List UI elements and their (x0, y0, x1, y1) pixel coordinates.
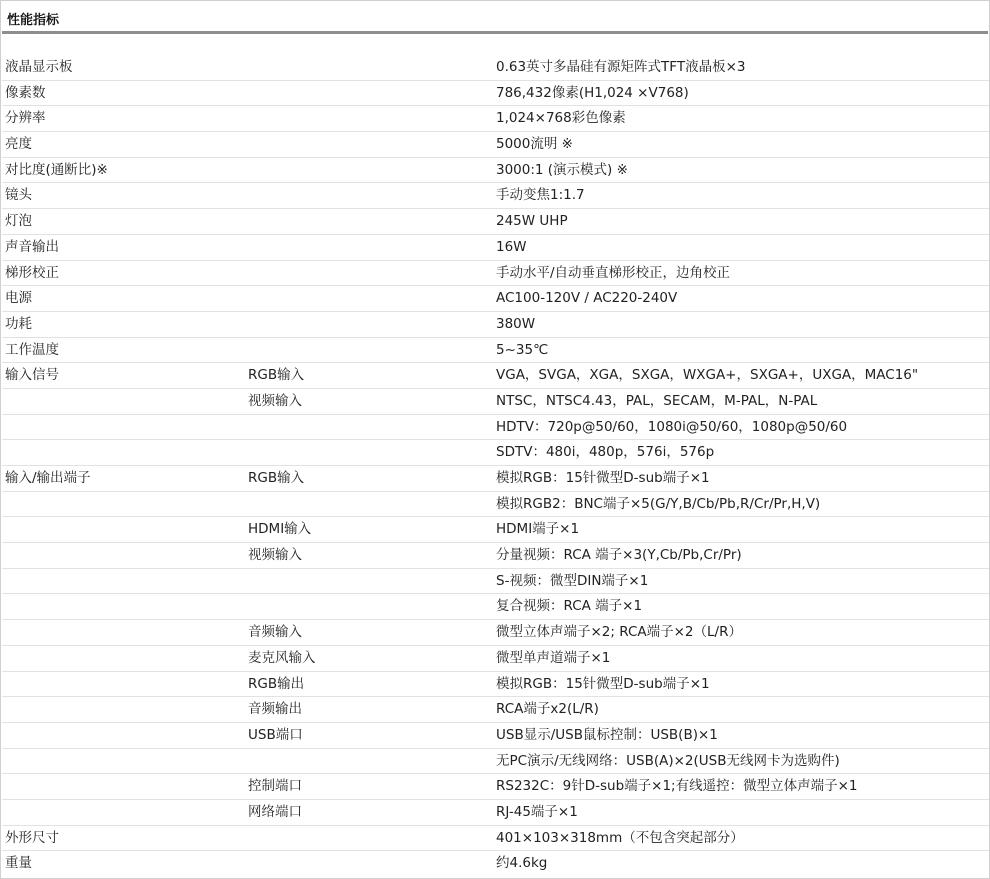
spec-sublabel: RGB输入 (248, 367, 305, 384)
spec-row (2, 646, 989, 672)
spec-row (2, 106, 989, 132)
spec-sublabel: USB端口 (248, 726, 303, 743)
spec-value: 约4.6kg (496, 855, 548, 872)
spec-label: 液晶显示板 (5, 59, 73, 75)
spec-table (2, 55, 989, 877)
spec-value: 0.63英寸多晶硅有源矩阵式TFT液晶板×3 (496, 59, 746, 75)
spec-value: 245W UHP (496, 213, 568, 230)
spec-row (2, 183, 989, 209)
spec-value: 1,024×768彩色像素 (496, 110, 626, 127)
spec-label: 像素数 (5, 84, 46, 101)
spec-row (2, 415, 989, 441)
spec-row (2, 81, 989, 107)
spec-value: 380W (496, 315, 536, 332)
spec-value: AC100-120V / AC220-240V (496, 290, 678, 307)
spec-value: 微型单声道端子×1 (496, 649, 611, 666)
spec-label: 亮度 (5, 136, 32, 153)
spec-row (2, 543, 989, 569)
section-title: 性能指标 (7, 13, 60, 28)
spec-sublabel: RGB输出 (248, 675, 305, 692)
spec-row (2, 697, 989, 723)
spec-sublabel: 控制端口 (248, 778, 302, 795)
spec-row (2, 672, 989, 698)
spec-value: 5~35℃ (496, 341, 549, 358)
spec-sublabel: 音频输出 (248, 701, 302, 718)
spec-label: 声音输出 (5, 238, 59, 255)
spec-row (2, 851, 989, 877)
spec-row (2, 158, 989, 184)
spec-row (2, 209, 989, 235)
spec-value: SDTV：480i，480p，576i，576p (496, 444, 715, 461)
spec-label: 工作温度 (5, 341, 59, 358)
spec-sublabel: 网络端口 (248, 803, 302, 820)
section-header (2, 2, 988, 34)
spec-value: RS232C：9针D-sub端子×1;有线遥控：微型立体声端子×1 (496, 778, 858, 795)
spec-value: HDMI端子×1 (496, 521, 580, 538)
spec-row (2, 235, 989, 261)
spec-row (2, 132, 989, 158)
spec-row (2, 389, 989, 415)
spec-value: 3000:1 (演示模式) ※ (496, 161, 628, 178)
spec-label: 镜头 (5, 187, 32, 204)
spec-value: 无PC演示/无线网络：USB(A)×2(USB无线网卡为选购件) (496, 752, 840, 769)
spec-label: 功耗 (5, 315, 32, 332)
spec-sublabel: 音频输入 (248, 624, 302, 641)
spec-value: 401×103×318mm（不包含突起部分） (496, 829, 744, 846)
spec-label: 分辨率 (5, 110, 46, 127)
spec-value: 模拟RGB：15针微型D-sub端子×1 (496, 675, 710, 692)
spec-row (2, 363, 989, 389)
spec-sublabel: 视频输入 (248, 392, 302, 409)
spec-row (2, 466, 989, 492)
spec-row (2, 55, 989, 81)
spec-value: 手动水平/自动垂直梯形校正，边角校正 (496, 264, 731, 281)
spec-label: 外形尺寸 (5, 829, 59, 846)
spec-value: 复合视频：RCA 端子×1 (496, 598, 643, 615)
spec-value: USB显示/USB鼠标控制：USB(B)×1 (496, 726, 718, 743)
spec-value: RJ-45端子×1 (496, 803, 578, 820)
spec-sublabel: HDMI输入 (248, 521, 312, 538)
spec-value: 微型立体声端子×2; RCA端子×2（L/R） (496, 624, 742, 641)
spec-row (2, 594, 989, 620)
spec-value: NTSC，NTSC4.43，PAL，SECAM，M-PAL，N-PAL (496, 392, 818, 409)
spec-row (2, 312, 989, 338)
spec-label: 灯泡 (5, 213, 32, 230)
spec-value: RCA端子x2(L/R) (496, 701, 599, 718)
spec-row (2, 620, 989, 646)
spec-row (2, 338, 989, 364)
spec-row (2, 774, 989, 800)
spec-value: 分量视频：RCA 端子×3(Y,Cb/Pb,Cr/Pr) (496, 547, 742, 564)
spec-sublabel: 视频输入 (248, 547, 302, 564)
spec-value: 模拟RGB：15针微型D-sub端子×1 (496, 470, 710, 486)
spec-value: 模拟RGB2：BNC端子×5(G/Y,B/Cb/Pb,R/Cr/Pr,H,V) (496, 495, 821, 512)
spec-sublabel: 麦克风输入 (248, 649, 316, 666)
spec-value: 5000流明 ※ (496, 136, 573, 153)
spec-value: S-视频：微型DIN端子×1 (496, 572, 649, 589)
spec-row (2, 261, 989, 287)
spec-row (2, 440, 989, 466)
spec-label: 电源 (5, 290, 32, 307)
spec-label: 输入/输出端子 (5, 470, 91, 486)
spec-row (2, 826, 989, 852)
spec-label: 梯形校正 (5, 264, 59, 281)
spec-label: 重量 (5, 855, 32, 872)
spec-label: 输入信号 (5, 367, 59, 384)
spec-row (2, 749, 989, 775)
spec-value: VGA，SVGA，XGA，SXGA，WXGA+，SXGA+，UXGA，MAC16" (496, 367, 919, 384)
spec-value: 16W (496, 238, 527, 255)
spec-row (2, 569, 989, 595)
spec-value: 786,432像素(H1,024 ×V768) (496, 84, 689, 101)
spec-row (2, 723, 989, 749)
spec-row (2, 492, 989, 518)
spec-value: HDTV：720p@50/60，1080i@50/60，1080p@50/60 (496, 418, 848, 435)
spec-value: 手动变焦1:1.7 (496, 187, 585, 204)
spec-row (2, 800, 989, 826)
spec-row (2, 517, 989, 543)
spec-sublabel: RGB输入 (248, 470, 305, 486)
spec-label: 对比度(通断比)※ (5, 161, 108, 178)
spec-row (2, 286, 989, 312)
